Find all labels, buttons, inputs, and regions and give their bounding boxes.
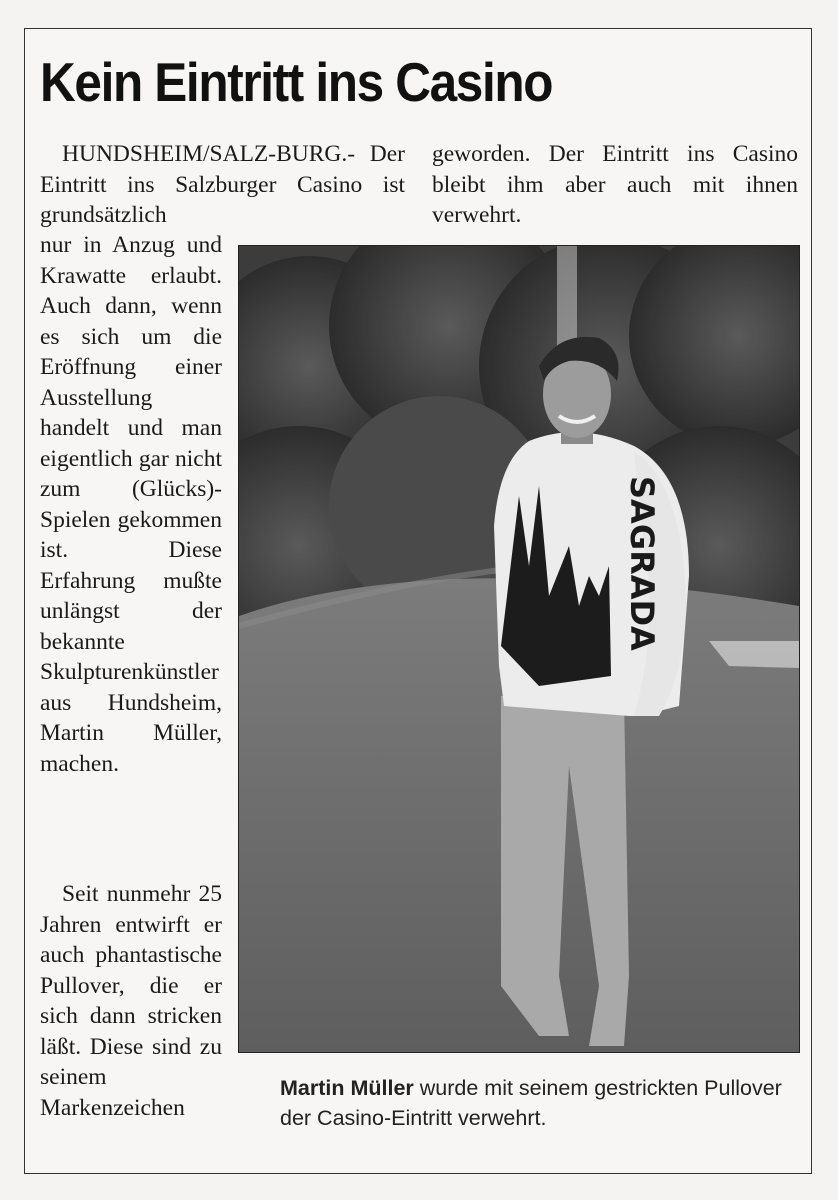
caption-name: Martin Müller xyxy=(280,1076,414,1100)
photo-caption xyxy=(280,1073,810,1133)
second-paragraph: Seit nunmehr 25 Jahren entwirft er auch phantastische Pullover, die er sich dann stricken läßt. Diese sind zu seinem Markenzeichen xyxy=(40,881,222,1121)
article-photo xyxy=(238,245,800,1053)
right-column-text: geworden. Der Eintritt ins Casino bleibt ihm aber auch mit ihnen verwehrt. xyxy=(432,141,798,228)
headline: Kein Eintritt ins Casino xyxy=(40,51,553,113)
lead-paragraph: HUNDSHEIM/SALZ-BURG.- Der Eintritt ins Salzburger Casino ist grundsätzlich xyxy=(40,141,405,228)
caption-text: wurde mit seinem gestrickten Pullover der Casino-Eintritt verwehrt. xyxy=(280,1076,782,1130)
sweater-lettering: SAGRADA xyxy=(623,476,661,651)
paragraph-continued: nur in Anzug und Krawatte erlaubt. Auch dann, wenn es sich um die Eröffnung einer Ausstellung handelt und man eigentlich gar nicht zum (Glücks)-Spielen gekommen ist. Diese Erfahrung mußte unlängst der bekannte Skulpturenkünstler aus Hundsheim, Martin Müller, machen. xyxy=(40,232,222,777)
